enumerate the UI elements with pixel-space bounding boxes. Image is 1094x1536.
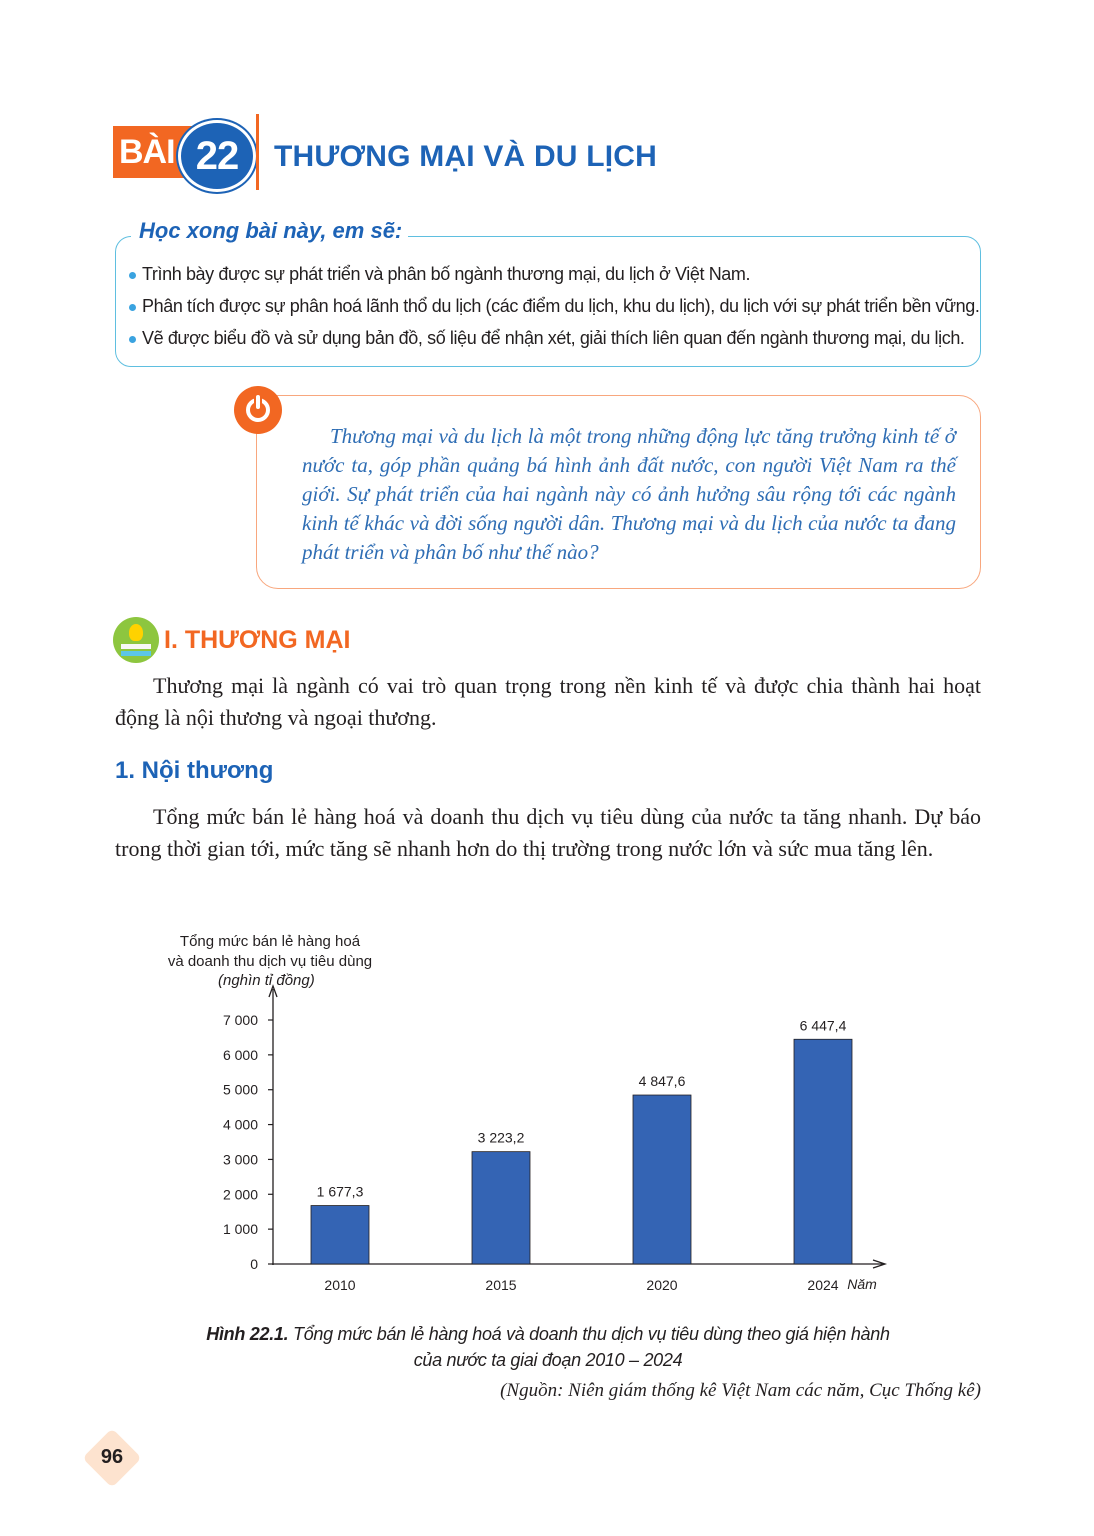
power-icon [234, 386, 282, 434]
y-tick-label: 4 000 [222, 1116, 258, 1133]
section-paragraph: Thương mại là ngành có vai trò quan trọng trong nền kinh tế và được chia thành hai hoạt động là nội thương và ngoại thương. [115, 673, 981, 730]
x-tick-label: 2024 [807, 1277, 839, 1293]
objective-item: Phân tích được sự phân hoá lãnh thổ du lịch (các điểm du lịch, khu du lịch), du lịch với sự phát triển bền vững. [129, 290, 979, 322]
section-title: I. THƯƠNG MẠI [164, 626, 351, 654]
bar-value-label: 4 847,6 [638, 1073, 686, 1090]
lesson-number: 22 [178, 120, 256, 192]
figure-caption: Hình 22.1. Tổng mức bán lẻ hàng hoá và doanh thu dịch vụ tiêu dùng theo giá hiện hành của nước ta giai đoạn 2010 – 2024 [206, 1324, 890, 1370]
lesson-tag: BÀI [113, 126, 193, 178]
bar-value-label: 6 447,4 [799, 1017, 847, 1034]
bar-chart [140, 925, 900, 1305]
bar [472, 1152, 530, 1264]
lesson-title: THƯƠNG MẠI VÀ DU LỊCH [274, 140, 657, 173]
figure-source: (Nguồn: Niên giám thống kê Việt Nam các năm, Cục Thống kê) [500, 1380, 981, 1401]
y-tick-label: 3 000 [222, 1151, 258, 1168]
bar [794, 1039, 852, 1264]
chart-yunit: (nghìn tỉ đồng) [218, 972, 315, 989]
bar [633, 1095, 691, 1264]
x-tick-label: 2015 [485, 1277, 517, 1293]
y-tick-label: 2 000 [222, 1186, 258, 1203]
objective-item: Vẽ được biểu đồ và sử dụng bản đồ, số liệu để nhận xét, giải thích liên quan đến ngành thương mại, du lịch. [129, 322, 979, 354]
subsection-title: 1. Nội thương [115, 757, 274, 784]
bullet-icon [129, 272, 136, 279]
x-tick-label: 2010 [324, 1277, 356, 1293]
bar-value-label: 1 677,3 [316, 1183, 364, 1200]
intro-text: Thương mại và du lịch là một trong những động lực tăng trưởng kinh tế ở nước ta, góp phần quảng bá hình ảnh đất nước, con người Việt Nam ra thế giới. Sự phát triển của hai ngành này có ảnh hưởng sâu rộng tới các ngành kinh tế khác và đời sống người dân. Thương mại và du lịch của nước ta đang phát triển và phân bố như thế nào? [302, 424, 956, 564]
y-tick-label: 1 000 [222, 1221, 258, 1238]
page-number: 96 [100, 1446, 124, 1468]
bar-value-label: 3 223,2 [477, 1129, 525, 1146]
objectives-list [129, 258, 979, 354]
x-axis-label: Năm [847, 1276, 877, 1292]
lightbulb-icon [113, 617, 159, 663]
chart-ylabel: Tổng mức bán lẻ hàng hoá và doanh thu dịch vụ tiêu dùng [167, 933, 373, 970]
x-tick-label: 2020 [646, 1277, 678, 1293]
objectives-title: Học xong bài này, em sẽ: [131, 218, 408, 244]
bullet-icon [129, 336, 136, 343]
y-tick-label: 0 [250, 1256, 258, 1272]
subsection-paragraph: Tổng mức bán lẻ hàng hoá và doanh thu dịch vụ tiêu dùng của nước ta tăng nhanh. Dự báo trong thời gian tới, mức tăng sẽ nhanh hơn do thị trường trong nước lớn và sức mua tăng lên. [115, 804, 981, 861]
bar [311, 1206, 369, 1264]
bullet-icon [129, 304, 136, 311]
header-divider [256, 114, 259, 190]
objective-item: Trình bày được sự phát triển và phân bố ngành thương mại, du lịch ở Việt Nam. [129, 258, 979, 290]
y-tick-label: 5 000 [222, 1081, 258, 1098]
y-tick-label: 7 000 [222, 1012, 258, 1028]
y-tick-label: 6 000 [222, 1046, 258, 1063]
